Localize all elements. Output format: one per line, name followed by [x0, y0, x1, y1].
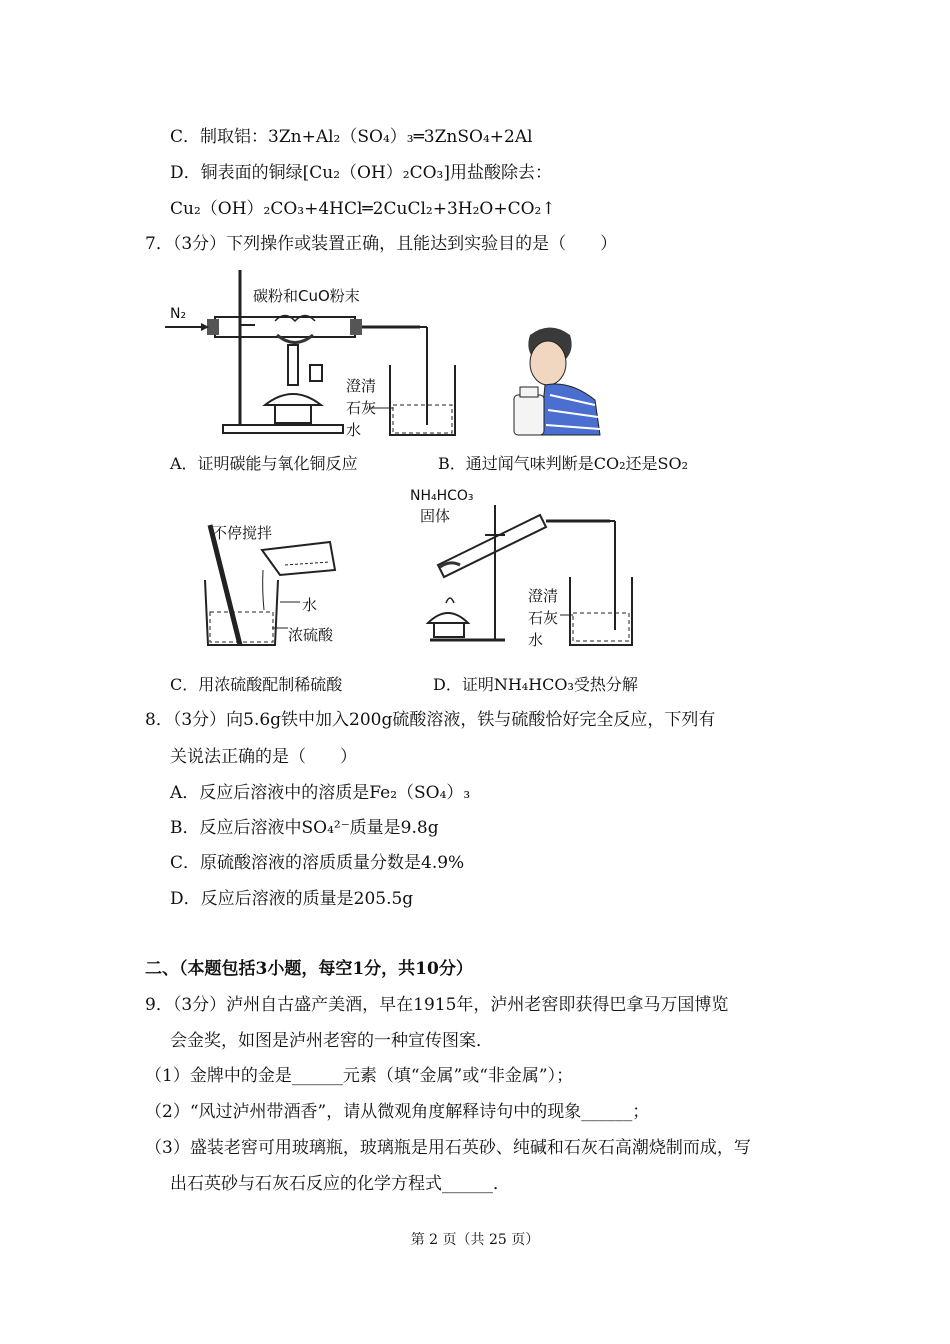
fig-a-label-gas: N₂	[170, 306, 187, 322]
fig-c-label-acid: 浓硫酸	[288, 626, 334, 644]
q9-part-2: （2）“风过泸州带酒香”，请从微观角度解释诗句中的现象______；	[145, 1102, 650, 1122]
fig-c-label-stir: 不停搅拌	[212, 524, 273, 542]
q8-option-c: C．原硫酸溶液的溶质质量分数是4.9%	[170, 853, 465, 873]
q7-stem: 7．（3分）下列操作或装置正确，且能达到实验目的是（ ）	[145, 234, 618, 254]
q6-option-d: D．铜表面的铜绿[Cu₂（OH）₂CO₃]用盐酸除去：	[170, 163, 553, 183]
q9-part-3-line-1: （3）盛装老窖可用玻璃瓶，玻璃瓶是用石英砂、纯碱和石灰石高潮烧制而成，写	[145, 1138, 751, 1158]
q7-option-c: C．用浓硫酸配制稀硫酸	[170, 675, 343, 694]
q6-option-c: C．制取铝：3Zn+Al₂（SO₄）₃═3ZnSO₄+2Al	[170, 127, 533, 147]
fig-d-label-limewater-3: 水	[528, 631, 544, 649]
fig-a-label-limewater-1: 澄清	[346, 377, 377, 395]
q8-stem-line-1: 8．（3分）向5.6g铁中加入200g硫酸溶液，铁与硫酸恰好完全反应，下列有	[145, 710, 716, 730]
q9-part-3-line-2: 出石英砂与石灰石反应的化学方程式______．	[170, 1174, 510, 1194]
fig-d-label-limewater-1: 澄清	[528, 587, 559, 605]
fig-c-label-water: 水	[302, 596, 318, 614]
fig-a-label-top: 碳粉和CuO粉末	[253, 287, 360, 305]
q9-part-1: （1）金牌中的金是______元素（填“金属”或“非金属”）；	[145, 1066, 574, 1086]
fig-d-label-solid-1: NH₄HCO₃	[410, 488, 474, 504]
page-footer: 第 2 页（共 25 页）	[410, 1232, 540, 1248]
fig-a-label-limewater-2: 石灰	[346, 399, 377, 417]
figure-b-smelling-illustration	[510, 325, 610, 440]
q8-option-b: B．反应后溶液中SO₄²⁻质量是9.8g	[170, 818, 439, 838]
q9-stem-line-2: 会金奖，如图是泸州老窖的一种宣传图案．	[170, 1031, 493, 1051]
fig-d-label-limewater-2: 石灰	[528, 609, 559, 627]
section-2-heading: 二、（本题包括3小题，每空1分，共10分）	[145, 959, 473, 979]
q9-stem-line-1: 9．（3分）泸州自古盛产美酒，早在1915年，泸州老窖即获得巴拿马万国博览	[145, 995, 729, 1015]
q6-option-d-equation: Cu₂（OH）₂CO₃+4HCl═2CuCl₂+3H₂O+CO₂↑	[170, 199, 556, 219]
q8-stem-line-2: 关说法正确的是（ ）	[170, 747, 357, 767]
q7-option-a: A．证明碳能与氧化铜反应	[170, 454, 358, 473]
q8-option-a: A．反应后溶液中的溶质是Fe₂（SO₄）₃	[170, 783, 471, 803]
q7-option-b: B．通过闻气味判断是CO₂还是SO₂	[438, 454, 689, 473]
fig-a-label-limewater-3: 水	[346, 421, 362, 439]
fig-d-label-solid-2: 固体	[420, 507, 451, 525]
q8-option-d: D．反应后溶液的质量是205.5g	[170, 889, 414, 909]
q7-option-d: D．证明NH₄HCO₃受热分解	[433, 675, 638, 694]
